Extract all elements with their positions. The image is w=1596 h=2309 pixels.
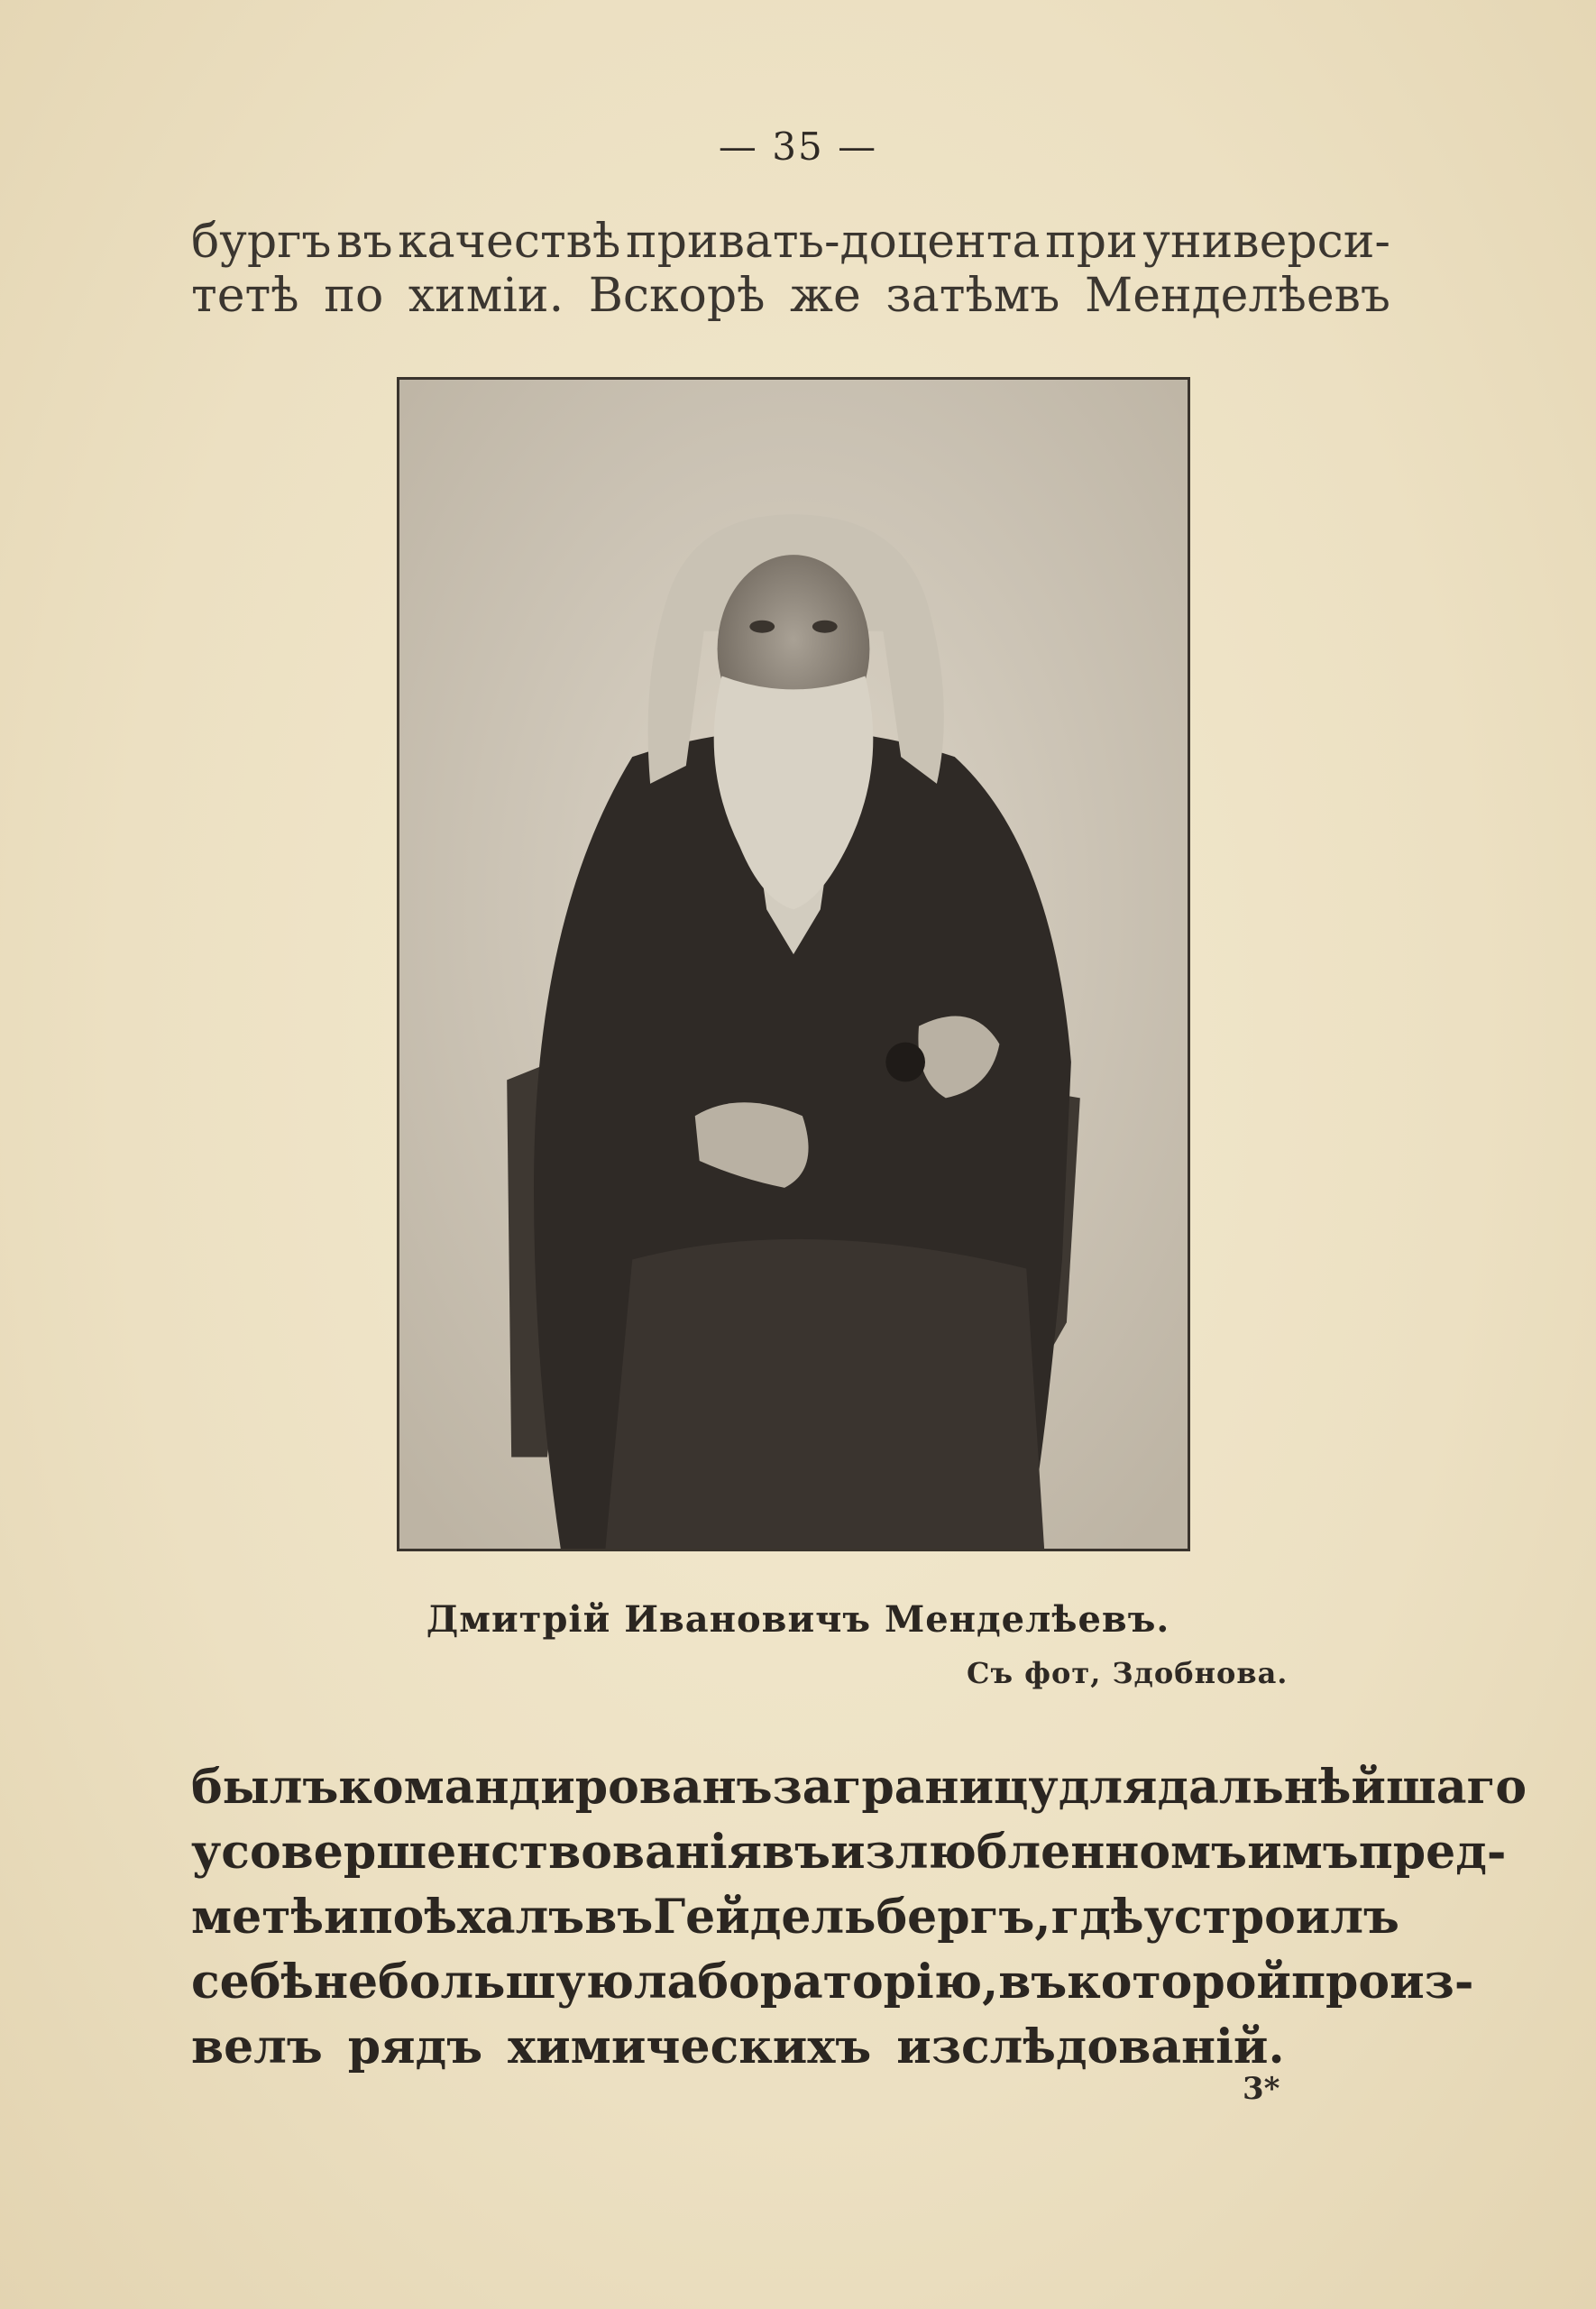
word: небольшую [314, 1955, 634, 2010]
text-line [191, 1885, 1399, 1950]
word: при [1045, 215, 1138, 269]
word: для [1058, 1760, 1158, 1815]
word: Менделѣевъ [1084, 269, 1390, 323]
word: лабораторію, [633, 1955, 999, 2010]
word: химіи. [408, 269, 564, 323]
signature-mark: 3* [1243, 2071, 1280, 2107]
text-line [191, 1755, 1527, 1820]
word: рядъ [347, 2019, 483, 2074]
text-line [191, 2015, 1390, 2080]
word: по [324, 269, 384, 323]
portrait-image [399, 380, 1188, 1549]
word: метѣ [191, 1890, 325, 1945]
word: же [790, 269, 861, 323]
word: которой [1067, 1955, 1291, 2010]
text-line [191, 263, 1390, 328]
figure-caption: Дмитрій Ивановичъ Менделѣевъ. [426, 1598, 1170, 1641]
word: въ [762, 1825, 831, 1880]
word: излюбленномъ [830, 1825, 1248, 1880]
word: бургъ [191, 215, 332, 269]
word: и [324, 1890, 359, 1945]
word: усовершенствованія [191, 1825, 762, 1880]
photo-credit: Съ фот, Здобнова. [967, 1656, 1289, 1690]
word: командированъ [338, 1760, 773, 1815]
page-number: — 35 — [718, 124, 878, 169]
word: поѣхалъ [358, 1890, 585, 1945]
word: Вскорѣ [588, 269, 766, 323]
word: себѣ [191, 1955, 314, 2010]
word: качествѣ [398, 215, 621, 269]
word: велъ [191, 2019, 323, 2074]
word: въ [584, 1890, 654, 1945]
word: въ [336, 215, 393, 269]
word: въ [998, 1955, 1068, 2010]
word: универси- [1142, 215, 1390, 269]
word: устроилъ [1143, 1890, 1399, 1945]
portrait-photo [397, 377, 1190, 1551]
word: Гейдельбергъ, [653, 1890, 1051, 1945]
word: затѣмъ [885, 269, 1060, 323]
text-line [191, 1950, 1474, 2015]
word: за [772, 1760, 833, 1815]
word: привать-доцента [626, 215, 1041, 269]
word: имъ [1247, 1825, 1359, 1880]
word: тетѣ [191, 269, 299, 323]
text-line [191, 1820, 1507, 1885]
word: дальнѣйшаго [1157, 1760, 1527, 1815]
word: пред- [1358, 1825, 1507, 1880]
word: химическихъ [508, 2019, 872, 2074]
word: границу [832, 1760, 1059, 1815]
word: гдѣ [1050, 1890, 1144, 1945]
word: изслѣдованій. [896, 2019, 1285, 2074]
word: произ- [1290, 1955, 1474, 2010]
word: былъ [191, 1760, 339, 1815]
